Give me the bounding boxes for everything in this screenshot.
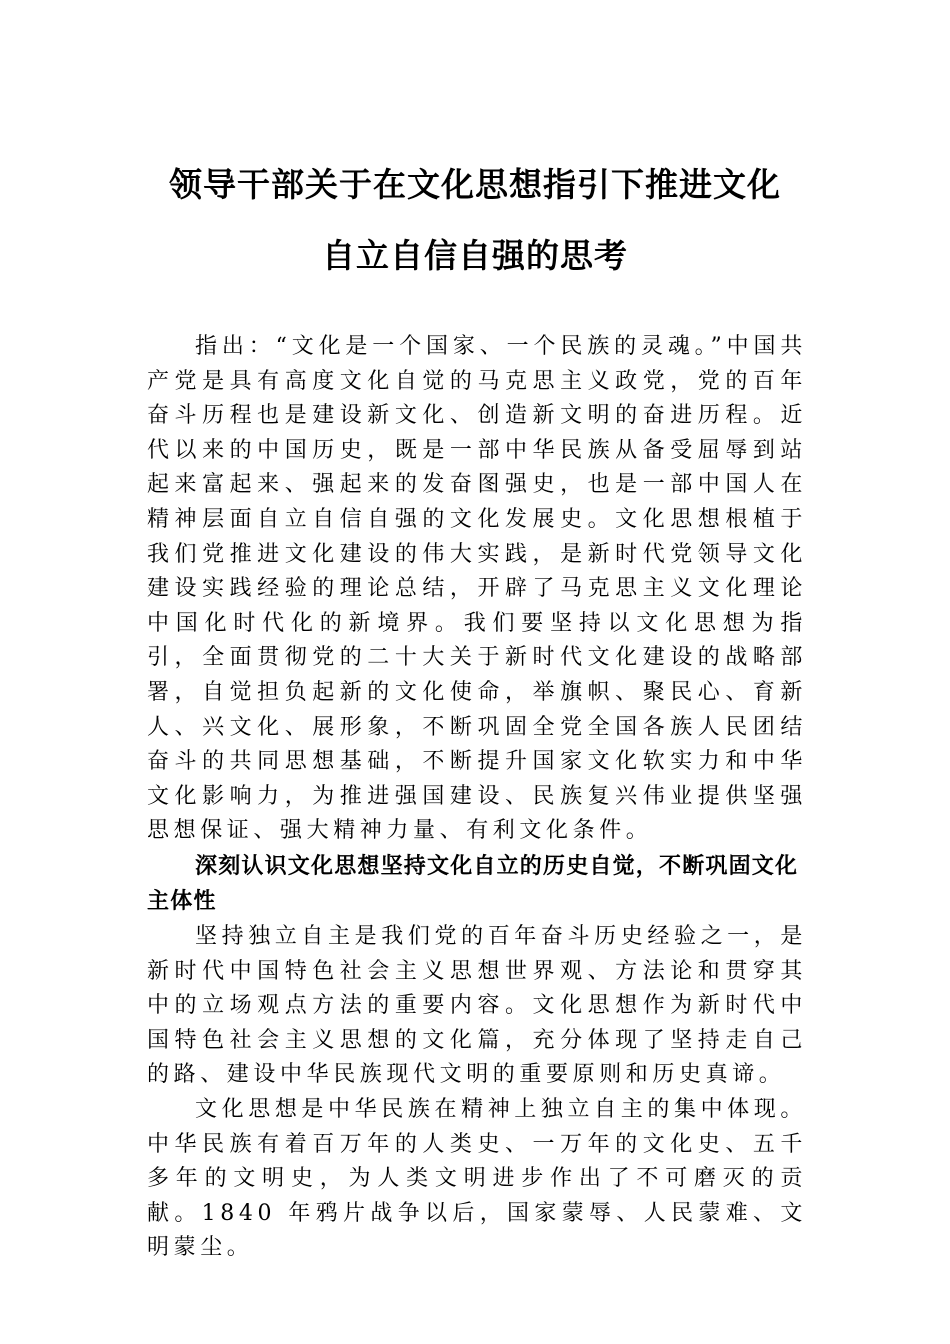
paragraph-2: 坚持独立自主是我们党的百年奋斗历史经验之一，是新时代中国特色社会主义思想世界观、方法论和贯穿其中的立场观点方法的重要内容。文化思想作为新时代中国特色社会主义思想的文化篇，充分体现了坚持走自己的路、建设中华民族现代文明的重要原则和历史真谛。 xyxy=(147,924,807,1088)
document-title-line-2: 自立自信自强的思考 xyxy=(322,236,628,275)
section-heading-1: 深刻认识文化思想坚持文化自立的历史自觉，不断巩固文化主体性 xyxy=(147,854,799,914)
document-title-line-1: 领导干部关于在文化思想指引下推进文化 xyxy=(169,165,781,204)
paragraph-1: 指出：“文化是一个国家、一个民族的灵魂。”中国共产党是具有高度文化自觉的马克思主义政党，党的百年奋斗历程也是建设新文化、创造新文明的奋进历程。近代以来的中国历史，既是一部中华民族从备受屈辱到站起来富起来、强起来的发奋图强史，也是一部中国人在精神层面自立自信自强的文化发展史。文化思想根植于我们党推进文化建设的伟大实践，是新时代党领导文化建设实践经验的理论总结，开辟了马克思主义文化理论中国化时代化的新境界。我们要坚持以文化思想为指引，全面贯彻党的二十大关于新时代文化建设的战略部署，自觉担负起新的文化使命，举旗帜、聚民心、育新人、兴文化、展形象，不断巩固全党全国各族人民团结奋斗的共同思想基础，不断提升国家文化软实力和中华文化影响力，为推进强国建设、民族复兴伟业提供坚强思想保证、强大精神力量、有利文化条件。 xyxy=(147,334,807,844)
paragraph-3: 文化思想是中华民族在精神上独立自主的集中体现。中华民族有着百万年的人类史、一万年的文化史、五千多年的文明史，为人类文明进步作出了不可磨灭的贡献。1840 年鸦片战争以后，国家蒙辱、人民蒙难、文明蒙尘。 xyxy=(147,1097,807,1261)
